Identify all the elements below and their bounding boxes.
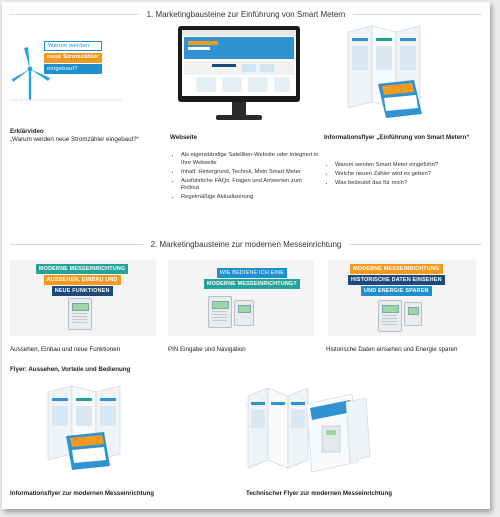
monitor-icon — [176, 24, 302, 128]
marketing-page — [2, 2, 490, 509]
list-item: • Warum werden Smart Meter eingeführt? — [335, 162, 485, 170]
website-bullets — [172, 152, 321, 204]
list-item: • Welche neuen Zähler wird es geben? — [335, 171, 485, 179]
list-item: • Was bedeutet das für mich? — [335, 180, 485, 188]
folded-flyer-icon — [338, 22, 438, 122]
flyer-caption: Informationsflyer zur modernen Messeinrichtung — [10, 490, 155, 497]
video-tile-pin[interactable] — [168, 260, 314, 336]
folded-flyer-icon — [42, 384, 142, 472]
section1-heading: 1. Marketingbausteine zur Einführung von Smart Metern — [146, 9, 346, 19]
flyer-title: Informationsflyer „Einführung von Smart Metern“ — [324, 134, 470, 141]
tile-caption: PIN Eingabe und Navigation — [168, 346, 246, 353]
meter-icon — [208, 296, 232, 328]
list-item: • Inhalt: Hintergrund, Technik, Mein Smart Meter — [181, 169, 321, 177]
tile-banner: WIE BEDIENE ICH EINE MODERNE MESSEINRICHTUNG? — [204, 268, 300, 289]
website-title: Webseite — [170, 134, 198, 141]
flyer-bullets — [326, 162, 485, 189]
section1-heading-row — [10, 8, 482, 20]
video-tile-history[interactable] — [328, 260, 476, 336]
video-subtitle: „Warum werden neue Stromzähler eingebaut?“ — [10, 136, 139, 143]
explainer-video-thumbnail[interactable] — [10, 32, 122, 102]
flyer-section-heading: Flyer: Aussehen, Vorteile und Bedienung — [10, 366, 131, 373]
meter-icon — [68, 298, 92, 330]
video-title: Erklärvideo — [10, 128, 44, 135]
tile-banner: MODERNE MESSEINRICHTUNG AUSSEHEN, EINBAU UND NEUE FUNKTIONEN — [36, 264, 128, 296]
website-monitor-image[interactable] — [176, 24, 302, 128]
technical-flyer-image[interactable] — [240, 382, 380, 474]
meter-icon — [404, 302, 422, 326]
info-flyer-modern-image[interactable] — [42, 384, 142, 472]
section2-heading-row — [10, 238, 482, 250]
video-caption — [10, 128, 140, 144]
meter-icon — [378, 300, 402, 332]
meter-icon — [234, 300, 254, 326]
list-item: • Ausführliche FAQs: Fragen und Antworten zum Rollout — [181, 178, 321, 193]
tile-caption: Aussehen, Einbau und neue Funktionen — [10, 346, 121, 353]
section2-heading: 2. Marketingbausteine zur modernen Messeinrichtung — [150, 239, 342, 249]
list-item: • Regelmäßige Aktualisierung — [181, 194, 321, 202]
tile-caption: Historische Daten einsehen und Energie sparen — [326, 346, 458, 353]
video-banner: Warum werden neue Stromzähler eingebaut? — [44, 41, 102, 74]
folded-flyer-icon — [240, 382, 380, 474]
video-tile-appearance[interactable] — [10, 260, 156, 336]
tile-banner: MODERNE MESSEINRICHTUNG HISTORISCHE DATEN EINSEHEN UND ENERGIE SPAREN — [348, 264, 445, 296]
info-flyer-image[interactable] — [338, 22, 438, 122]
flyer-caption: Technischer Flyer zur modernen Messeinrichtung — [246, 490, 393, 497]
list-item: • Als eigenständige Satelliten-Website oder integriert in Ihre Webseite — [181, 152, 321, 167]
